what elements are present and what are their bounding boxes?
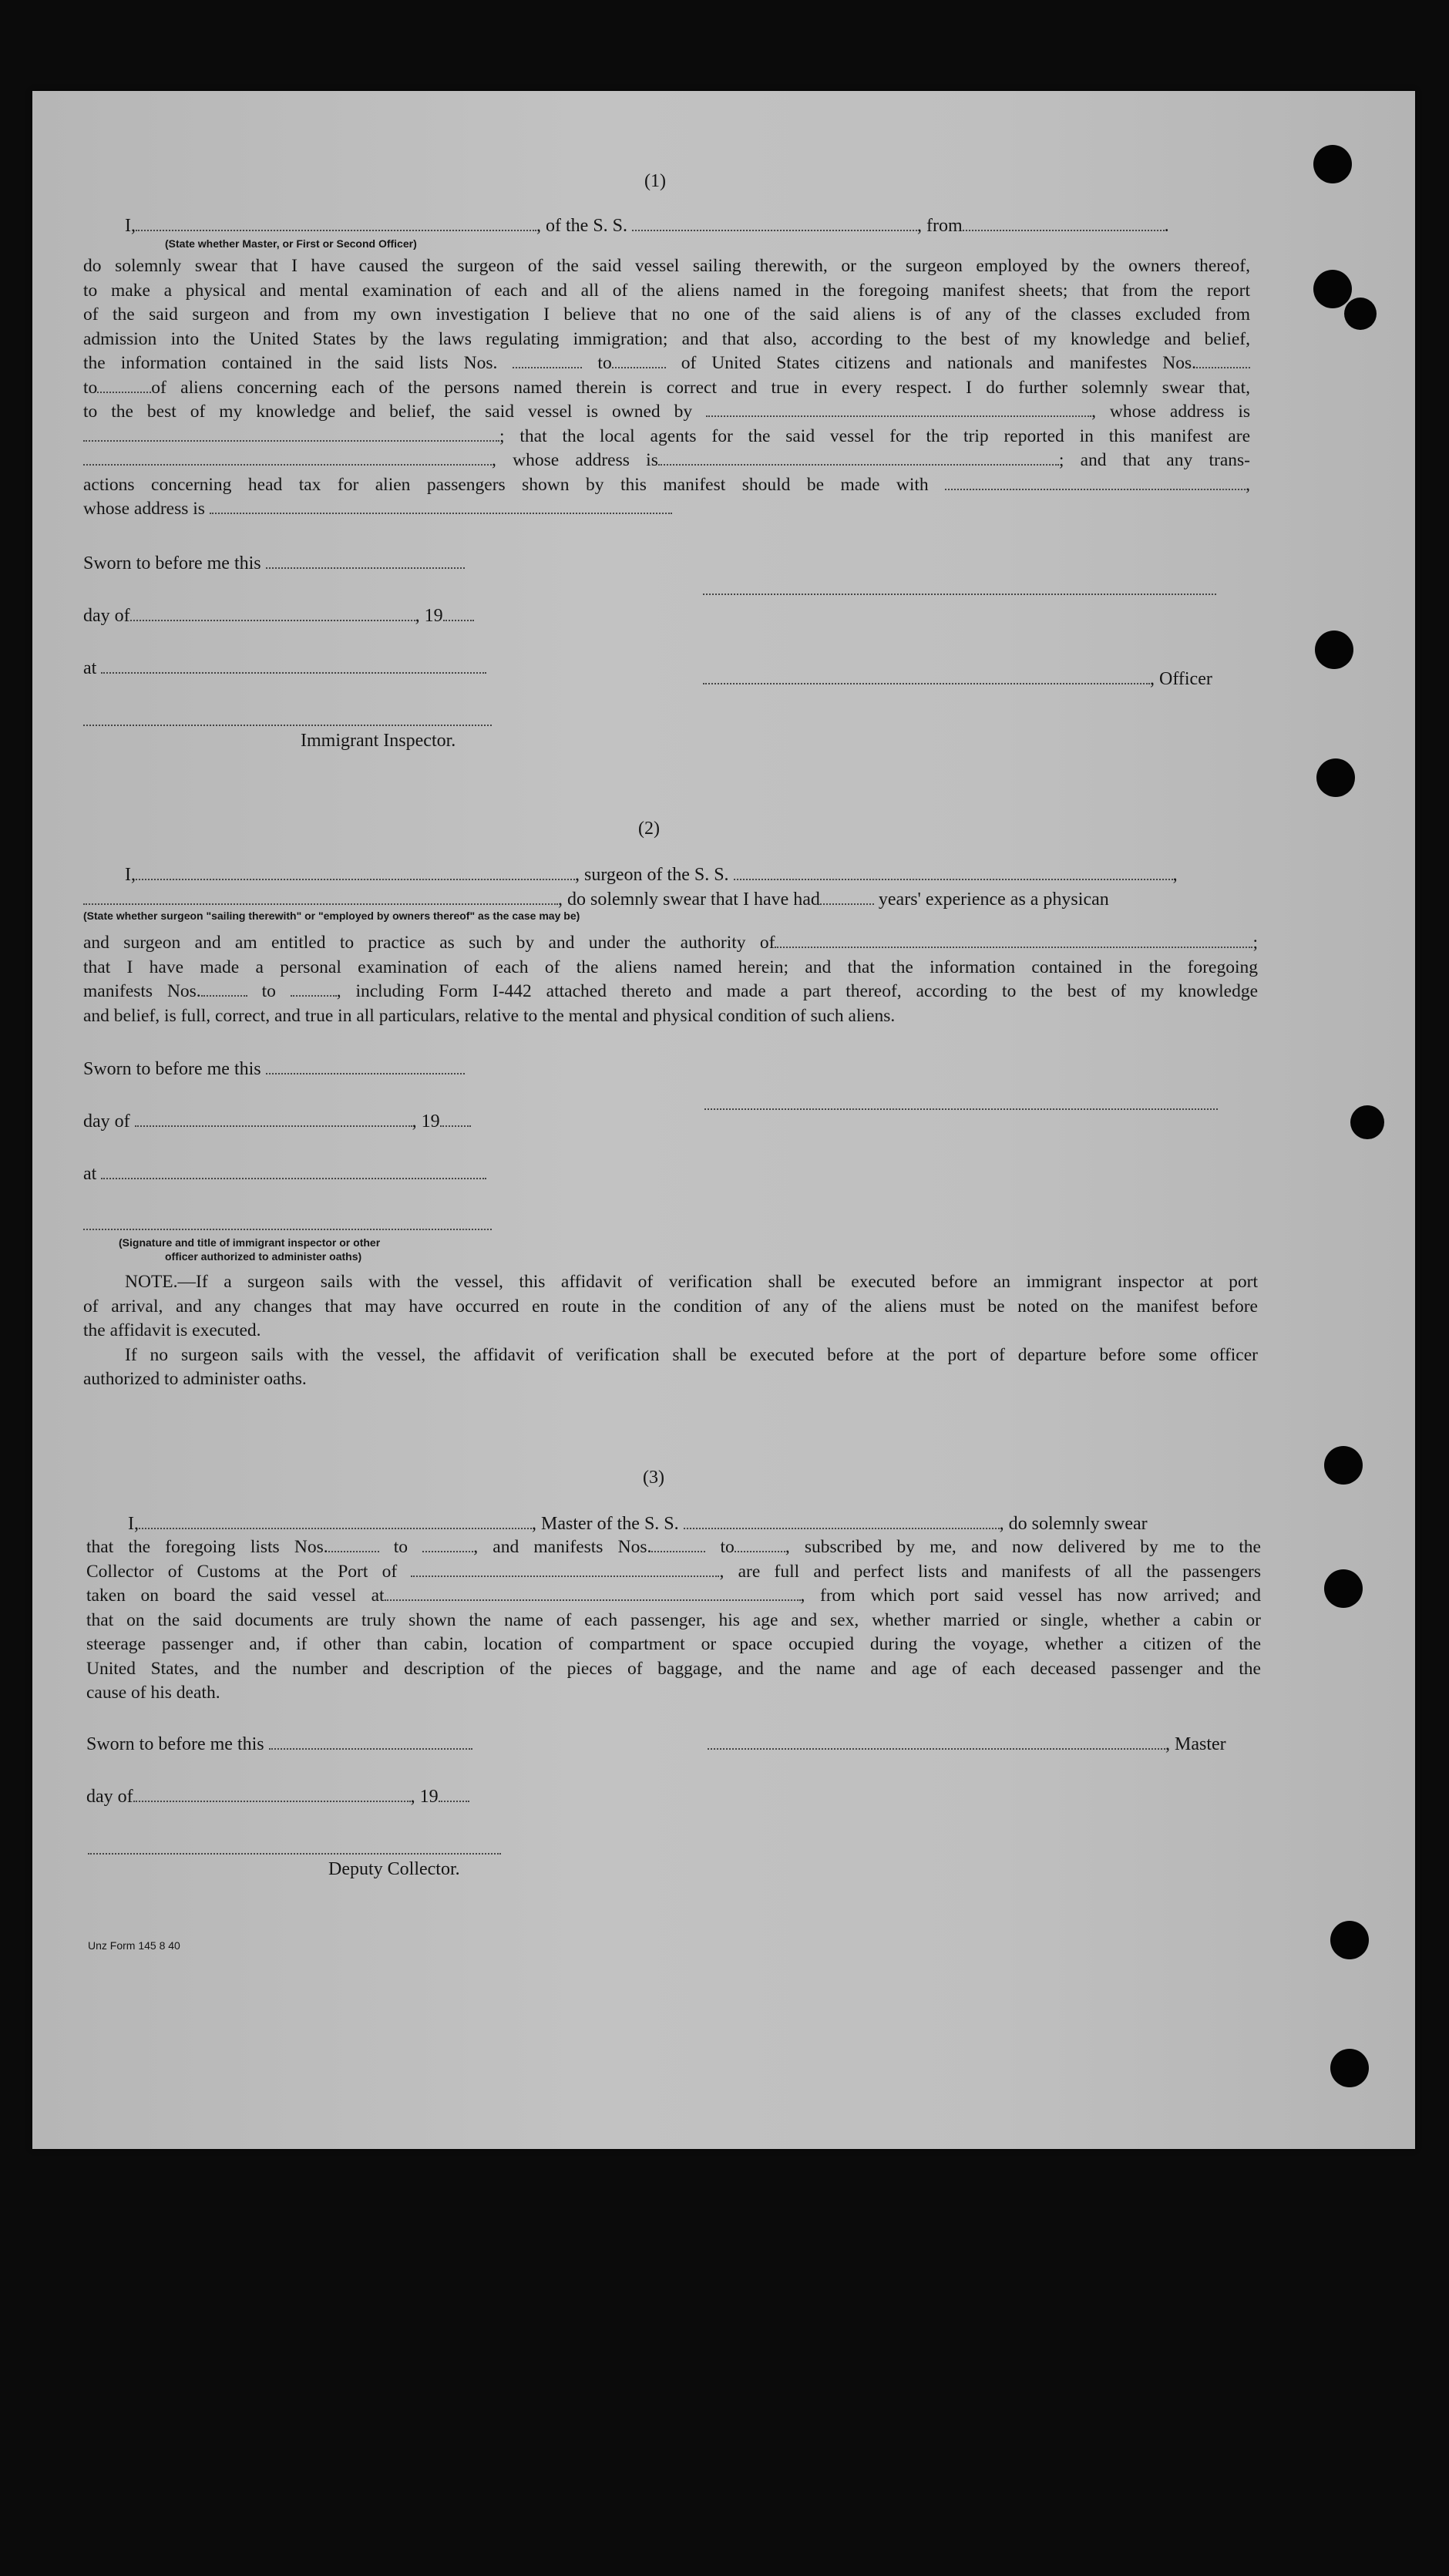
sec2-ship-blank[interactable]: [734, 863, 1173, 880]
sec2-paragraph: and surgeon and am entitled to practice as such by and under the authority of ; that I have made a personal examination of each of the aliens named herein; and that the information contained in the foregoing manifests Nos. to , including Form I-442 attached thereto and made a part thereof, according to the best of my knowledge and belief, is full, correct, and true in all particulars, relative to the mental and physical condition of such aliens.: [83, 933, 1258, 1026]
boarding-port-blank[interactable]: [385, 1584, 801, 1601]
sworn-date-blank[interactable]: [266, 552, 465, 569]
form-page: [32, 91, 1415, 2149]
sec3-ship-blank[interactable]: [684, 1512, 1000, 1529]
sec2-surgeon-note: (State whether surgeon "sailing therewith" or "employed by owners thereof" as the case may be): [83, 910, 580, 922]
sec3-collector-line[interactable]: [88, 1853, 501, 1855]
sec2-sworn-blank[interactable]: [266, 1058, 465, 1074]
agents-address-blank[interactable]: [658, 449, 1059, 466]
binder-hole: [1313, 145, 1352, 183]
port-from-blank[interactable]: [963, 214, 1165, 231]
years-blank[interactable]: [820, 888, 874, 905]
sec3-line-1: I, , Master of the S. S. , do solemnly swear: [128, 1514, 1148, 1534]
sec2-at: at: [83, 1162, 486, 1185]
authority-blank[interactable]: [775, 931, 1252, 948]
sec2-manifest-to-blank[interactable]: [291, 980, 337, 997]
sec2-dayof: day of , 19: [83, 1110, 471, 1133]
binder-hole: [1344, 298, 1377, 330]
sec3-sworn: Sworn to before me this: [86, 1733, 472, 1756]
sec3-day-blank[interactable]: [133, 1785, 411, 1802]
sec3-year-blank[interactable]: [439, 1785, 469, 1802]
sec2-sworn: Sworn to before me this: [83, 1058, 465, 1081]
sec2-sig-note-2: officer authorized to administer oaths): [165, 1250, 362, 1263]
lists-from-blank[interactable]: [513, 351, 582, 368]
sec3-manifests-to-blank[interactable]: [735, 1535, 785, 1552]
sec1-dayof: day of , 19: [83, 604, 474, 627]
master-signature-blank[interactable]: [708, 1733, 1165, 1750]
binder-hole: [1316, 758, 1355, 797]
officer-name-blank[interactable]: [136, 214, 536, 231]
deputy-collector-caption: Deputy Collector.: [328, 1859, 460, 1879]
sec3-sworn-blank[interactable]: [269, 1733, 472, 1750]
sec3-lists-to-blank[interactable]: [422, 1535, 473, 1552]
sec2-manifest-from-blank[interactable]: [201, 980, 247, 997]
manifests-from-blank[interactable]: [1196, 351, 1250, 368]
sec1-officer: , Officer: [703, 668, 1212, 691]
sec2-day-blank[interactable]: [135, 1110, 412, 1127]
agents-blank[interactable]: [83, 449, 492, 466]
sec3-manifests-from-blank[interactable]: [651, 1535, 705, 1552]
section-2-number: (2): [638, 819, 660, 839]
binder-hole: [1313, 270, 1352, 308]
binder-hole: [1315, 631, 1353, 669]
manifests-to-blank[interactable]: [97, 376, 151, 393]
sec1-sworn: Sworn to before me this: [83, 552, 465, 575]
ship-name-blank[interactable]: [632, 214, 917, 231]
sec2-at-blank[interactable]: [101, 1162, 486, 1179]
binder-hole: [1330, 1921, 1369, 1959]
surgeon-type-blank[interactable]: [83, 888, 558, 905]
sec1-officer-note: (State whether Master, or First or Second Officer): [165, 237, 417, 250]
sec1-paragraph: do solemnly swear that I have caused the surgeon of the said vessel sailing therewith, or the surgeon employed by the owners thereof, to make a physical and mental examination of each and all of the aliens named in the foregoing manifest sheets; that from the report of the said surgeon and from my own investigation I believe that no one of the said aliens is of any of the classes excluded from admission into the United States by the laws regulating immigration; and that also, according to the best of my knowledge and belief, the information contained in the said lists Nos. to of United States citizens and nationals and manifestes Nos. to of aliens concerning each of the persons named therein is correct and true in every respect. I do further solemnly swear that, to the best of my knowledge and belief, the said vessel is owned by , whose address is ; that the local agents for the said vessel for the trip reported in this manifest are , whose address is ; and that any trans- actions concerning head tax for alien passengers shown by this manifest should be made with , whose address is: [83, 256, 1251, 519]
form-number: Unz Form 145 8 40: [88, 1939, 180, 1952]
sec1-line-1: I, , of the S. S. , from .: [125, 216, 1169, 236]
sec3-lists-from-blank[interactable]: [328, 1535, 379, 1552]
surgeon-name-blank[interactable]: [136, 863, 575, 880]
sec1-inspector-line[interactable]: [83, 725, 492, 726]
sec3-paragraph: that the foregoing lists Nos. to , and manifests Nos. to , subscribed by me, and now delivered by me to the Collector of Customs at the Port of , are full and perfect lists and manifests of all the passengers taken on board the said vessel at , from which port said vessel has now arrived; and that on the said documents are truly shown the name of each passenger, his age and sex, whether married or single, whether a cabin or steerage passenger and, if other than cabin, location of compartment or space occupied during the voyage, whether a citizen of the United States, and the number and description of the pieces of baggage, and the name and age of each deceased passenger and the cause of his death.: [86, 1537, 1262, 1703]
sec3-dayof: day of , 19: [86, 1785, 469, 1808]
sec2-sig-note-1: (Signature and title of immigrant inspector or other: [119, 1236, 381, 1249]
sec2-signature-line[interactable]: [704, 1108, 1218, 1110]
sec2-inspector-line[interactable]: [83, 1229, 492, 1230]
head-tax-address-blank[interactable]: [210, 497, 672, 514]
binder-hole: [1324, 1569, 1363, 1608]
officer-signature-blank[interactable]: [703, 668, 1150, 684]
section-1-number: (1): [644, 171, 666, 191]
day-blank[interactable]: [130, 604, 415, 621]
owner-blank[interactable]: [706, 400, 1091, 417]
sec2-note: NOTE.—If a surgeon sails with the vessel, this affidavit of verification shall be executed before an immigrant inspector at port of arrival, and any changes that may have occurred en route in the condition of any of the aliens must be noted on the manifest before the affidavit is executed. If no surgeon sails with the vessel, the affidavit of verification shall be executed before at the port of departure before some officer authorized to administer oaths.: [83, 1272, 1258, 1389]
head-tax-blank[interactable]: [945, 473, 1246, 490]
lists-to-blank[interactable]: [612, 351, 666, 368]
sec2-line-1: I, , surgeon of the S. S. ,: [125, 865, 1178, 885]
master-name-blank[interactable]: [139, 1512, 532, 1529]
at-blank[interactable]: [101, 657, 486, 674]
section-3-number: (3): [643, 1468, 664, 1488]
binder-hole: [1350, 1105, 1384, 1139]
owner-address-blank[interactable]: [83, 425, 499, 442]
customs-port-blank[interactable]: [411, 1560, 719, 1577]
year-blank[interactable]: [443, 604, 474, 621]
sec1-at: at: [83, 657, 486, 680]
sec1-signature-line[interactable]: [703, 594, 1216, 595]
binder-hole: [1330, 2049, 1369, 2087]
sec2-year-blank[interactable]: [440, 1110, 471, 1127]
binder-hole: [1324, 1446, 1363, 1485]
sec3-master: , Master: [708, 1733, 1226, 1756]
immigrant-inspector-caption: Immigrant Inspector.: [301, 731, 456, 751]
sec2-line-2: , do solemnly swear that I have had years' experience as a physican: [83, 888, 1109, 911]
